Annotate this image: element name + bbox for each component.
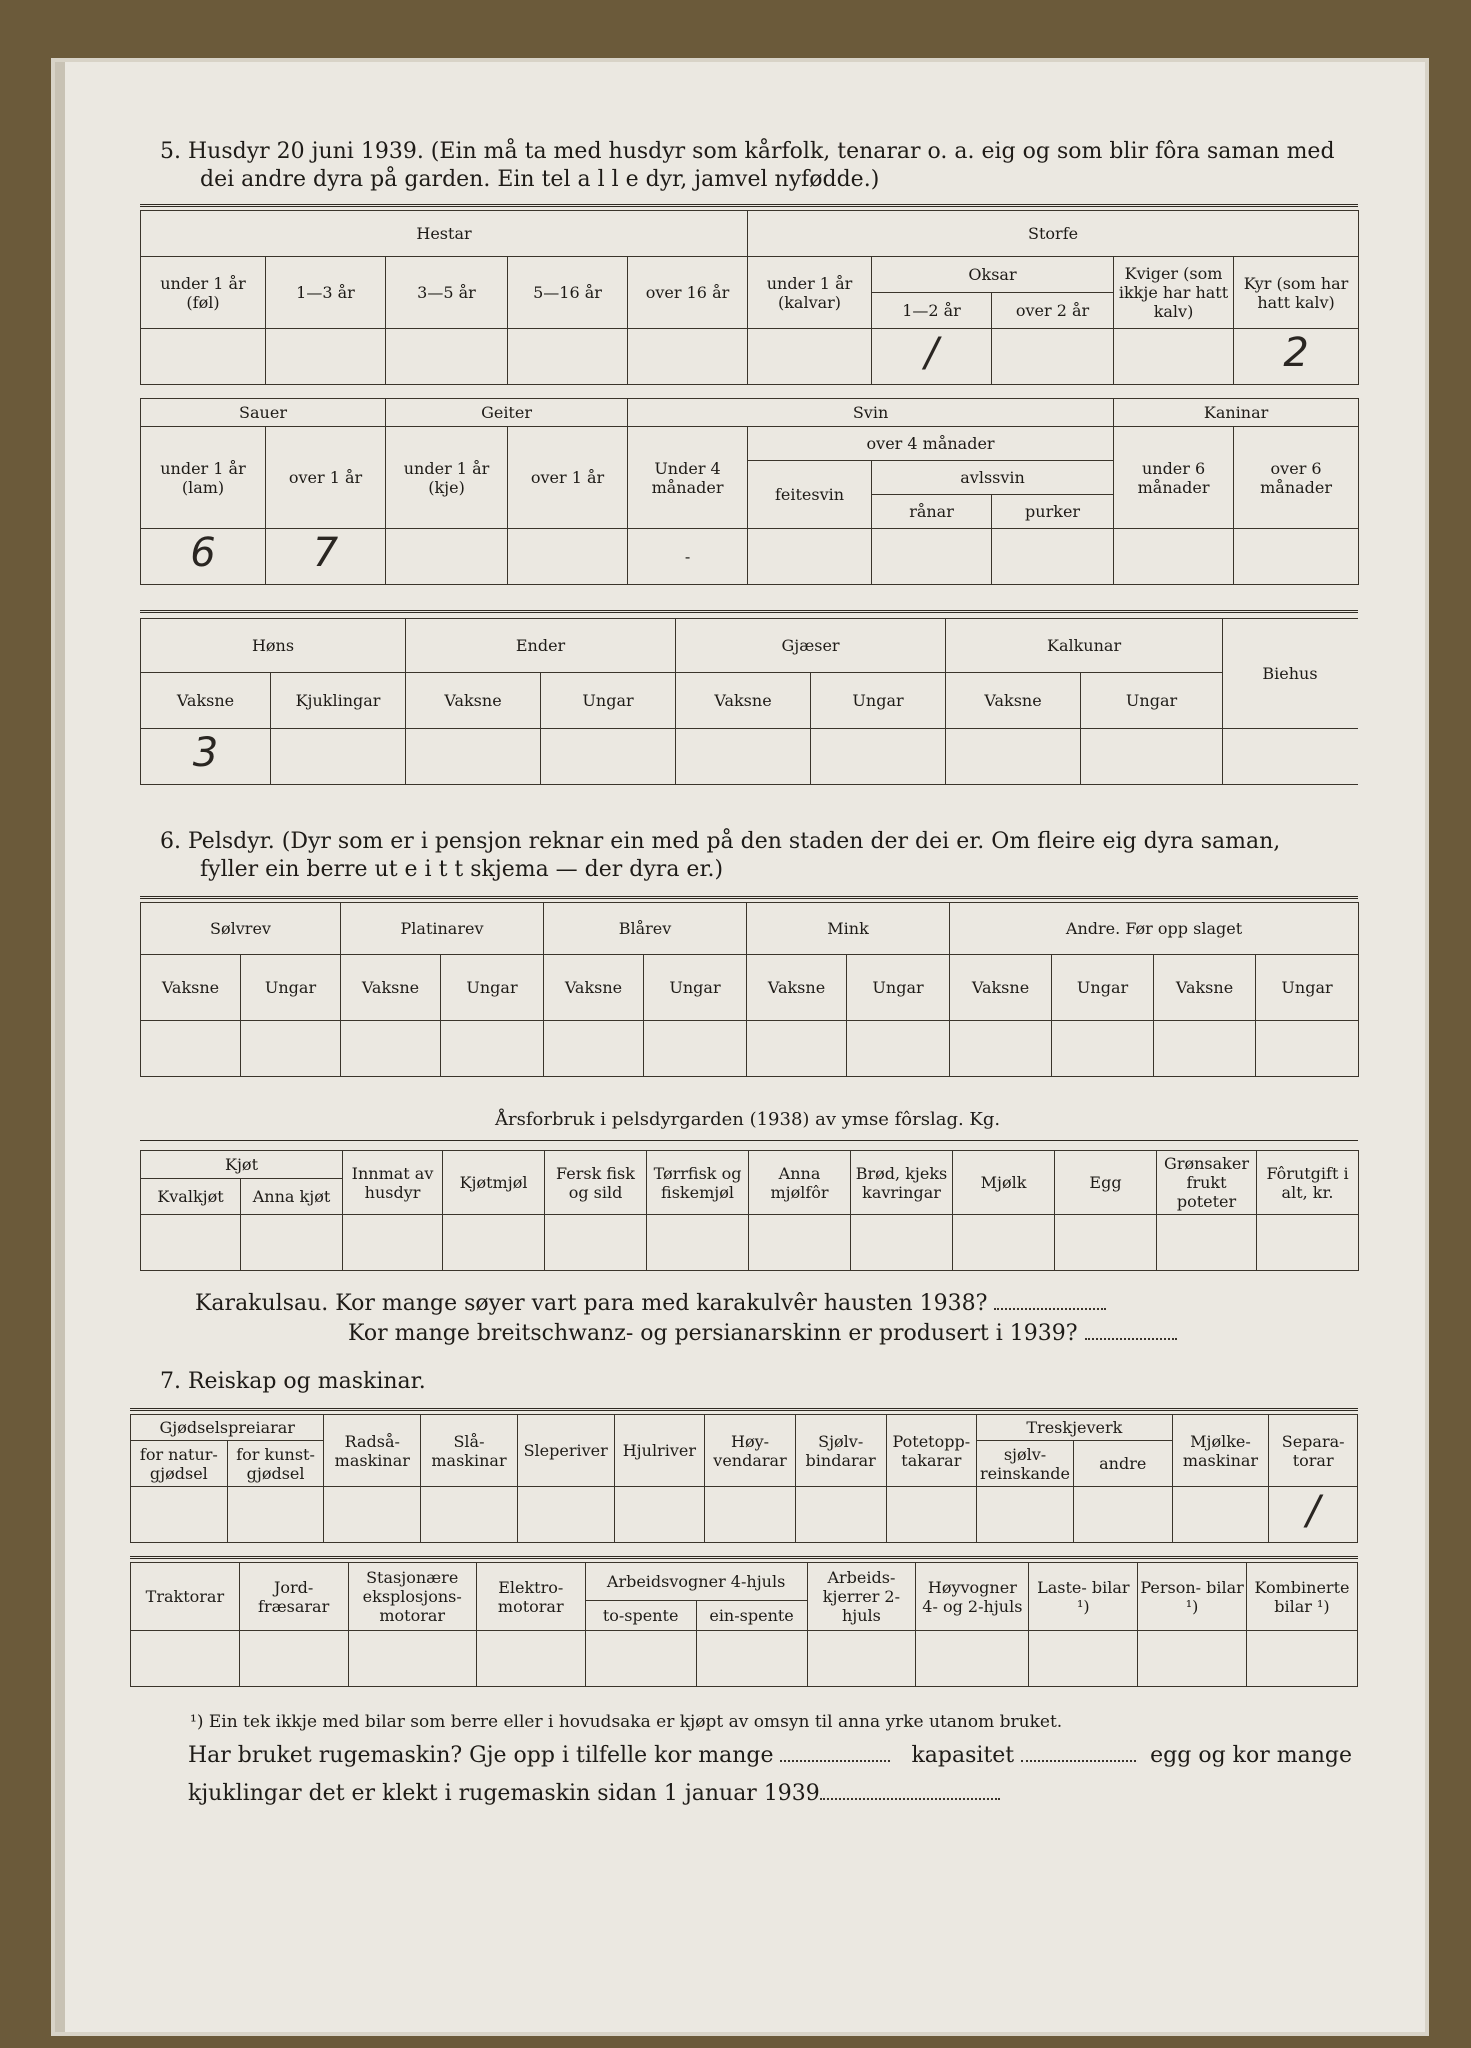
cell-solvrev-ungar[interactable] [241,1021,341,1077]
handwritten-value: 7 [312,529,339,576]
hdr-hest-over16: over 16 år [628,257,748,329]
hdr-avlssvin: avlssvin [872,461,1114,495]
hdr-biehus: Biehus [1222,619,1358,729]
table-sauer-svin [140,398,1359,585]
cell-kjotmjol[interactable] [443,1215,545,1271]
cell-hons-kjuklingar[interactable] [271,729,406,785]
hdr-tospente: to-spente [585,1601,696,1631]
hdr-traktorar: Traktorar [131,1563,240,1631]
cell-kanin-under6[interactable] [1114,529,1234,585]
hdr-hestar: Hestar [141,211,748,257]
cell-ender-ungar[interactable] [541,729,676,785]
hdr-kanin-over6: over 6 månader [1234,427,1359,529]
cell-svin-under4[interactable] [628,529,748,585]
cell-sjolvrein[interactable] [977,1487,1074,1543]
hdr-geiter: Geiter [386,399,628,427]
cell-hest-3-5[interactable] [386,329,508,385]
hdr-innmat: Innmat av husdyr [343,1151,443,1215]
hdr-ender: Ender [406,619,676,673]
cell-elektromotorar[interactable] [476,1631,585,1687]
hdr-egg: Egg [1055,1151,1157,1215]
cell-andre2-ungar[interactable] [1256,1021,1359,1077]
hdr-oksar-1-2: 1—2 år [872,293,992,329]
divider [130,1556,1358,1559]
handwritten-value: 6 [190,529,216,576]
hdr-andre1-vaksne: Vaksne [950,955,1052,1021]
cell-ender-vaksne[interactable] [406,729,541,785]
hdr-arbeidskjerrer: Arbeids- kjerrer 2-hjuls [807,1563,916,1631]
hdr-gjaeser-vaksne: Vaksne [676,673,811,729]
hdr-svin: Svin [628,399,1114,427]
cell-ferskfisk[interactable] [545,1215,647,1271]
cell-andre2-vaksne[interactable] [1154,1021,1256,1077]
cell-forutgift[interactable] [1257,1215,1359,1271]
hdr-elektromotorar: Elektro- motorar [476,1563,585,1631]
cell-hoyvendarar[interactable] [705,1487,796,1543]
cell-hest-5-16[interactable] [508,329,628,385]
handwritten-value: 3 [192,729,219,776]
cell-solvrev-vaksne[interactable] [141,1021,241,1077]
cell-sjolvbindarar[interactable] [795,1487,886,1543]
handwritten-value: / [1306,1487,1320,1534]
hdr-potetopp: Potetopp- takarar [886,1415,977,1487]
hdr-gjaeser: Gjæser [676,619,946,673]
cell-mjolkemaskinar[interactable] [1172,1487,1269,1543]
hdr-solvrev: Sølvrev [141,903,341,955]
cell-egg[interactable] [1055,1215,1157,1271]
cell-torrfisk[interactable] [647,1215,749,1271]
sheet-edge [55,62,65,2032]
table-hestar-storfe [140,210,1359,385]
hdr-kunst-gjodsel: for kunst- gjødsel [227,1441,324,1487]
hdr-forutgift: Fôrutgift i alt, kr. [1257,1151,1359,1215]
cell-kyr[interactable] [1234,329,1359,385]
hdr-purker: purker [992,495,1114,529]
hdr-kjot: Kjøt [141,1151,343,1179]
hdr-gjaeser-ungar: Ungar [811,673,946,729]
hdr-anna-mjolfor: Anna mjølfôr [749,1151,851,1215]
hdr-platinarev-vaksne: Vaksne [341,955,441,1021]
hdr-gjodsel: Gjødselspreiarar [131,1415,324,1441]
hdr-hons-kjuklingar: Kjuklingar [271,673,406,729]
cell-lastebilar[interactable] [1029,1631,1138,1687]
hdr-feitesvin: feitesvin [748,461,872,529]
cell-feitesvin[interactable] [748,529,872,585]
s5-intro-line1: 5. Husdyr 20 juni 1939. (Ein må ta med husdyr som kårfolk, tenarar o. a. eig og som blir fôra saman med [160,139,1335,164]
hdr-hest-5-16: 5—16 år [508,257,628,329]
cell-hjulriver[interactable] [614,1487,705,1543]
cell-andre1-ungar[interactable] [1052,1021,1154,1077]
s7-title: 7. Reiskap og maskinar. [160,1369,426,1394]
hdr-kje: under 1 år (kje) [386,427,508,529]
cell-gjaeser-ungar[interactable] [811,729,946,785]
hdr-treskjeverk: Treskjeverk [977,1415,1172,1441]
table-reiskap [130,1414,1358,1543]
cell-gronsaker[interactable] [1157,1215,1257,1271]
hdr-hjulriver: Hjulriver [614,1415,705,1487]
cell-hest-1-3[interactable] [266,329,386,385]
cell-mjolk[interactable] [953,1215,1055,1271]
hdr-ender-vaksne: Vaksne [406,673,541,729]
cell-platinarev-vaksne[interactable] [341,1021,441,1077]
cell-purker[interactable] [992,529,1114,585]
divider [140,204,1358,207]
hdr-solvrev-ungar: Ungar [241,955,341,1021]
kapasitet-label: kapasitet [911,1743,1015,1768]
cell-jordfresarar[interactable] [239,1631,348,1687]
cell-sla[interactable] [421,1487,518,1543]
cell-mink-ungar[interactable] [847,1021,950,1077]
kapasitet-value[interactable] [1021,1760,1136,1762]
cell-potetopp[interactable] [886,1487,977,1543]
hdr-svin-over4: over 4 månader [748,427,1114,461]
cell-platinarev-ungar[interactable] [441,1021,544,1077]
hdr-mjolk: Mjølk [953,1151,1055,1215]
kjuklingar-klekt[interactable] [820,1798,1000,1800]
hdr-torrfisk: Tørrfisk og fiskemjøl [647,1151,749,1215]
cell-tospente[interactable] [585,1631,696,1687]
hdr-kombinerte: Kombinerte bilar ¹) [1246,1563,1357,1631]
rugemaskin-line2 [188,1782,1000,1806]
cell-treskje-andre[interactable] [1073,1487,1172,1543]
hdr-einspente: ein-spente [696,1601,807,1631]
cell-personbilar[interactable] [1138,1631,1247,1687]
hdr-blarev-ungar: Ungar [644,955,747,1021]
cell-arbeidskjerrer[interactable] [807,1631,916,1687]
hdr-sau-over1: over 1 år [266,427,386,529]
cell-kje[interactable] [386,529,508,585]
cell-innmat[interactable] [343,1215,443,1271]
table-biehus [1222,618,1358,785]
hdr-blarev: Blårev [544,903,747,955]
hdr-stasjonaere: Stasjonære eksplosjons- motorar [348,1563,476,1631]
cell-hest-over16[interactable] [628,329,748,385]
hdr-radsa: Radså- maskinar [324,1415,421,1487]
hdr-mink: Mink [747,903,950,955]
hdr-lastebilar: Laste- bilar ¹) [1029,1563,1138,1631]
cell-oksar-over2[interactable] [992,329,1114,385]
hdr-andre2-vaksne: Vaksne [1154,955,1256,1021]
s6-intro-line1: 6. Pelsdyr. (Dyr som er i pensjon reknar ein med på den staden der dei er. Om fleire eig dyra saman, [160,829,1281,854]
hdr-jordfresarar: Jord- fræsarar [239,1563,348,1631]
handwritten-value: - [684,547,691,566]
karakul-answer1[interactable] [994,1308,1106,1310]
karakul-answer2[interactable] [1085,1338,1177,1340]
hdr-hoyvogner: Høyvogner 4- og 2-hjuls [916,1563,1029,1631]
hdr-kjotmjol: Kjøtmjøl [443,1151,545,1215]
rugemaskin-q2: kjuklingar det er klekt i rugemaskin sidan 1 januar 1939 [188,1781,820,1806]
hdr-geit-over1: over 1 år [508,427,628,529]
cell-sleperiver[interactable] [517,1487,614,1543]
cell-hons-vaksne[interactable] [141,729,271,785]
cell-kunst-gjodsel[interactable] [227,1487,324,1543]
cell-kalvar[interactable] [748,329,872,385]
cell-kvalkjot[interactable] [141,1215,241,1271]
divider [140,896,1358,899]
cell-geit-over1[interactable] [508,529,628,585]
cell-einspente[interactable] [696,1631,807,1687]
cell-hest-under1[interactable] [141,329,266,385]
hdr-oksar: Oksar [872,257,1114,293]
hdr-natur-gjodsel: for natur- gjødsel [131,1441,228,1487]
karakul-q1: Karakulsau. Kor mange søyer vart para med karakulvêr hausten 1938? [195,1291,988,1316]
cell-separatorar[interactable] [1269,1487,1358,1543]
hdr-sauer: Sauer [141,399,386,427]
hdr-andre2-ungar: Ungar [1256,955,1359,1021]
cell-radsa[interactable] [324,1487,421,1543]
hdr-hest-under1: under 1 år (føl) [141,257,266,329]
hdr-separatorar: Separa- torar [1269,1415,1358,1487]
hdr-platinarev: Platinarev [341,903,544,955]
rugemaskin-q1: Har bruket rugemaskin? Gje opp i tilfelle kor mange [188,1743,774,1768]
hdr-kviger: Kviger (som ikkje har hatt kalv) [1114,257,1234,329]
cell-kanin-over6[interactable] [1234,529,1359,585]
cell-hoyvogner[interactable] [916,1631,1029,1687]
hdr-hoyvendarar: Høy- vendarar [705,1415,796,1487]
cell-anna-kjot[interactable] [241,1215,343,1271]
hdr-kanin-under6: under 6 månader [1114,427,1234,529]
cell-kviger[interactable] [1114,329,1234,385]
hdr-platinarev-ungar: Ungar [441,955,544,1021]
hdr-kalkunar: Kalkunar [946,619,1223,673]
cell-traktorar[interactable] [131,1631,240,1687]
cell-stasjonaere[interactable] [348,1631,476,1687]
cell-kalkunar-ungar[interactable] [1081,729,1223,785]
handwritten-value: 2 [1283,329,1309,376]
hdr-sla: Slå- maskinar [421,1415,518,1487]
karakul-q2: Kor mange breitschwanz- og persianarskinn er produsert i 1939? [348,1321,1078,1346]
cell-anna-mjolfor[interactable] [749,1215,851,1271]
hdr-oksar-over2: over 2 år [992,293,1114,329]
hdr-blarev-vaksne: Vaksne [544,955,644,1021]
hdr-sjolvrein: sjølv- reinskande [977,1441,1074,1487]
hdr-personbilar: Person- bilar ¹) [1138,1563,1247,1631]
hdr-mink-vaksne: Vaksne [747,955,847,1021]
hdr-sleperiver: Sleperiver [517,1415,614,1487]
cell-andre1-vaksne[interactable] [950,1021,1052,1077]
hdr-ender-ungar: Ungar [541,673,676,729]
hdr-solvrev-vaksne: Vaksne [141,955,241,1021]
hdr-anna-kjot: Anna kjøt [241,1179,343,1215]
s5-intro-line2: dei andre dyra på garden. Ein tel a l l e dyr, jamvel nyfødde.) [200,167,880,192]
forbruk-title: Årsforbruk i pelsdyrgarden (1938) av ymse fôrslag. Kg. [495,1109,1001,1130]
hdr-lam: under 1 år (lam) [141,427,266,529]
rugemaskin-q1-tail: egg og kor mange [1150,1743,1352,1768]
divider [140,1140,1358,1141]
hdr-mink-ungar: Ungar [847,955,950,1021]
hdr-hons-vaksne: Vaksne [141,673,271,729]
divider [130,1408,1358,1411]
hdr-andre1-ungar: Ungar [1052,955,1154,1021]
cell-brod[interactable] [851,1215,953,1271]
hdr-kalkunar-ungar: Ungar [1081,673,1223,729]
table-pelsdyr [140,902,1359,1077]
cell-ranar[interactable] [872,529,992,585]
hdr-arbeidsvogner: Arbeidsvogner 4-hjuls [585,1563,807,1601]
footnote: ¹) Ein tek ikkje med bilar som berre eller i hovudsaka er kjøpt av omsyn til anna yrke utanom bruket. [190,1712,1063,1732]
cell-kombinerte[interactable] [1246,1631,1357,1687]
cell-mink-vaksne[interactable] [747,1021,847,1077]
rugemaskin-line1 [188,1744,1352,1768]
hdr-andre: Andre. Før opp slaget [950,903,1359,955]
hdr-mjolkemaskinar: Mjølke- maskinar [1172,1415,1269,1487]
cell-kalkunar-vaksne[interactable] [946,729,1081,785]
cell-sau-over1[interactable] [266,529,386,585]
hdr-hons: Høns [141,619,406,673]
hdr-ranar: rånar [872,495,992,529]
karakul-line1 [195,1292,1106,1316]
karakul-line2 [348,1322,1177,1346]
hdr-ferskfisk: Fersk fisk og sild [545,1151,647,1215]
cell-blarev-vaksne[interactable] [544,1021,644,1077]
table-motorar-vogner [130,1562,1358,1687]
table-forbruk [140,1150,1359,1271]
cell-blarev-ungar[interactable] [644,1021,747,1077]
hdr-kyr: Kyr (som har hatt kalv) [1234,257,1359,329]
table-fjorfe [140,618,1223,785]
hdr-hest-3-5: 3—5 år [386,257,508,329]
hdr-svin-under4: Under 4 månader [628,427,748,529]
divider [140,610,1358,613]
cell-natur-gjodsel[interactable] [131,1487,228,1543]
hdr-gronsaker: Grønsaker frukt poteter [1157,1151,1257,1215]
cell-oksar-1-2[interactable] [872,329,992,385]
cell-lam[interactable] [141,529,266,585]
hdr-brod: Brød, kjeks kavringar [851,1151,953,1215]
hdr-treskje-andre: andre [1073,1441,1172,1487]
hdr-kaninar: Kaninar [1114,399,1359,427]
hdr-kalvar: under 1 år (kalvar) [748,257,872,329]
hdr-sjolvbindarar: Sjølv- bindarar [795,1415,886,1487]
cell-biehus[interactable] [1222,729,1358,785]
cell-gjaeser-vaksne[interactable] [676,729,811,785]
rugemaskin-count[interactable] [780,1760,890,1762]
handwritten-value: / [924,329,939,376]
hdr-storfe: Storfe [748,211,1359,257]
hdr-hest-1-3: 1—3 år [266,257,386,329]
hdr-kvalkjot: Kvalkjøt [141,1179,241,1215]
hdr-kalkunar-vaksne: Vaksne [946,673,1081,729]
s6-intro-line2: fyller ein berre ut e i t t skjema — der dyra er.) [200,857,724,882]
